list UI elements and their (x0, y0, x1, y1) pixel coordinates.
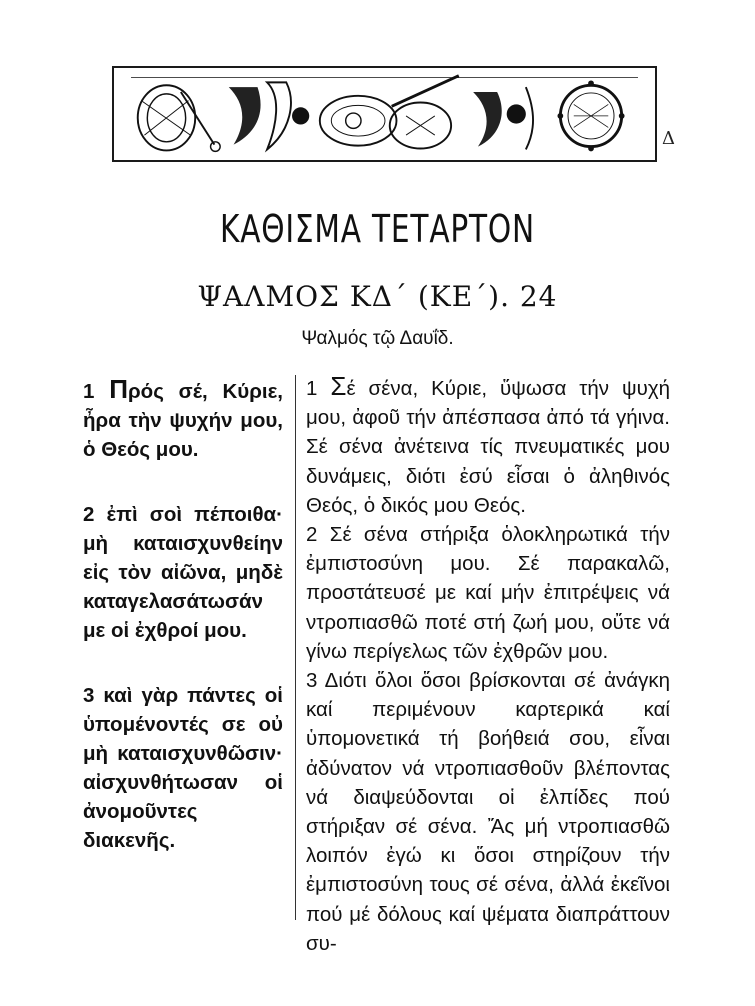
verse-number: 1 (83, 380, 95, 403)
verse-number: 3 (306, 669, 318, 693)
ornamental-banner (112, 66, 657, 162)
column-divider (295, 375, 296, 920)
verse-number: 1 (306, 377, 318, 400)
verse-number: 2 (83, 503, 95, 526)
psalm-subtitle: Ψαλμός τῷ Δαυΐδ. (301, 328, 454, 349)
verse-text: Σέ σένα στήριξα ὁλοκληρωτικά τήν ἐμπιστοσύνη μου. Σέ παρακαλῶ, προστάτευσέ με καί μήν ἐπιτρέψεις νά ντροπιασθῶ ποτέ στή ζωή μου, οὔτε νά γίνω περίγελως τῶν ἐχθρῶν μου. (306, 523, 670, 663)
kathisma-title: ΚΑΘΙΣΜΑ ΤΕΤΑΡΤΟΝ (220, 207, 535, 252)
translation-verse-1 (306, 372, 670, 520)
verse-initial: Σ (330, 371, 347, 401)
translation-verse-2 (306, 520, 670, 666)
translation-verse-3 (306, 666, 670, 958)
ornamental-musical-instruments-icon (114, 68, 655, 160)
psalm-heading: ΨΑΛΜΟΣ ΚΔ΄ (ΚΕ΄). 24 (197, 280, 558, 313)
translation-column (306, 372, 670, 958)
verse-text: καὶ γὰρ πάντες οἱ ὑπομένοντές σε οὐ μὴ καταισχυνθῶσιν· αἰσχυνθήτωσαν οἱ ἀνομοῦντες διακενῆς. (83, 684, 283, 852)
original-verse-1 (83, 375, 283, 464)
original-verse-2 (83, 500, 283, 645)
verse-number: 3 (83, 684, 95, 707)
verse-number: 2 (306, 523, 318, 547)
original-verse-3 (83, 681, 283, 855)
verse-text: έ σένα, Κύριε, ὕψωσα τήν ψυχή μου, ἀφοῦ τήν ἀπέσπασα ἀπό τά γήινα. Σέ σένα ἀνέτεινα τίς πνευματικές μου δυνάμεις, διότι ἐσύ εἶσαι ὁ ἀληθινός Θεός, ὁ δικός μου Θεός. (306, 377, 670, 517)
banner-mark: Δ (662, 128, 675, 149)
verse-initial: Π (109, 374, 128, 404)
original-text-column (83, 375, 283, 855)
verse-text: ἐπὶ σοὶ πέποιθα· μὴ καταισχυνθείην εἰς τὸν αἰῶνα, μηδὲ καταγελασάτωσάν με οἱ ἐχθροί μου. (83, 503, 283, 642)
verse-text: ρός σέ, Κύριε, ἦρα τὴν ψυχήν μου, ὁ Θεός μου. (83, 380, 283, 461)
verse-text: Διότι ὅλοι ὅσοι βρίσκονται σέ ἀνάγκη καί περιμένουν καρτερικά καί ὑπομονετικά τή βοήθειά σου, εἶναι ἀδύνατον νά ντροπιασθοῦν βλέποντας νά διαψεύδονται οἱ ἐλπίδες πού στήριξαν σέ σένα. Ἄς μή ντροπιασθῶ λοιπόν ἐγώ κι ὅσοι στηρίζουν τήν ἐμπιστοσύνη τους σέ σένα, ἀλλά ἐκεῖνοι πού μέ δόλους καί ψέματα διαπράττουν συ- (306, 669, 670, 955)
